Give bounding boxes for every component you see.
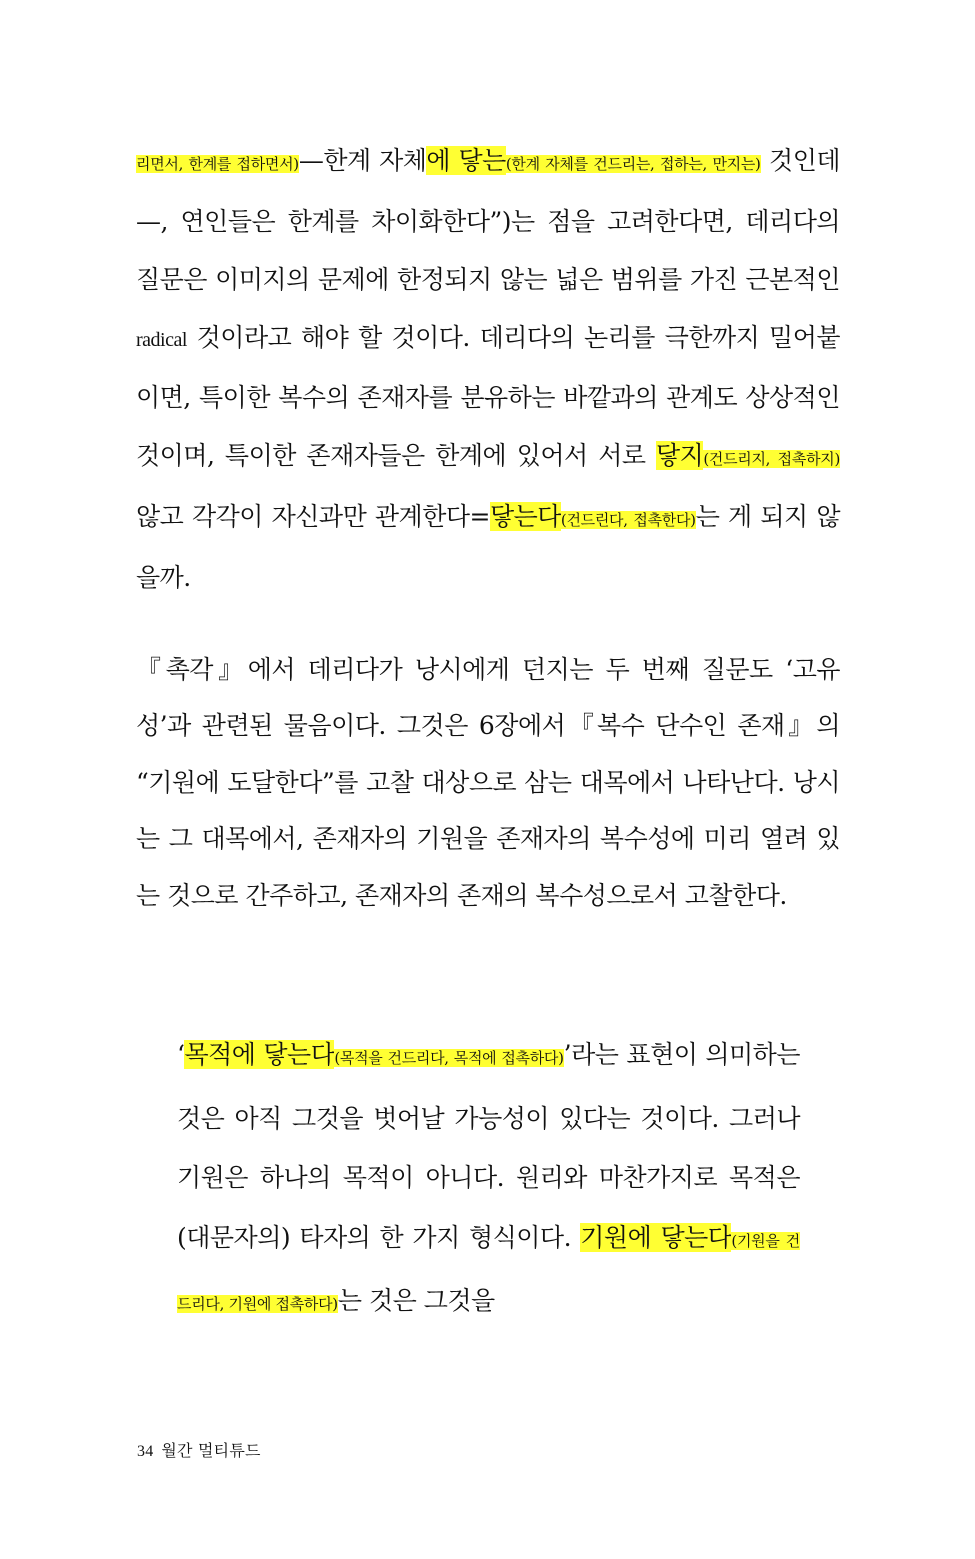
highlight-gloss: (건드린다, 접촉한다) (560, 511, 696, 529)
highlight-term: 닿는다 (489, 502, 561, 531)
body-text: ’라는 표현이 의미하는 것은 아직 그것을 벗어날 가능성이 있다는 것이다. 그러나 기원은 하나의 목적이 아니다. 원리와 마찬가지로 목적은(대문자의) 타자의 한 가지 형식이다. (177, 1040, 800, 1252)
highlight-gloss: (건드리지, 접촉하지) (703, 450, 840, 468)
highlight-term: 기원에 닿는다 (580, 1222, 732, 1252)
highlight-term: 목적에 닿는다 (184, 1040, 335, 1069)
highlight-gloss: (한계 자체를 건드리는, 접하는, 만지는) (505, 155, 761, 173)
block-quote (177, 1025, 800, 1335)
body-text: 는 게 되지 않을까. (136, 502, 840, 592)
latin-term: radical (136, 329, 187, 351)
page-number: 34 (137, 1443, 154, 1460)
body-text: ‘ (177, 1040, 185, 1069)
paragraph-1 (136, 132, 840, 607)
highlight-gloss: 리면서, 한계를 접하면서) (136, 155, 299, 173)
page-footer (137, 1438, 261, 1461)
body-text: 것인데 —, 연인들은 한계를 차이화한다”)는 점을 고려한다면, 데리다의 질문은 이미지의 문제에 한정되지 않는 넓은 범위를 가진 근본적인 (136, 146, 840, 294)
body-text: 것이라고 해야 할 것이다. 데리다의 논리를 극한까지 밀어붙이면, 특이한 복수의 존재자를 분유하는 바깥과의 관계도 상상적인 것이며, 특이한 존재자들은 한계에 있어서 서로 (136, 323, 840, 470)
highlight-term: 에 닿는 (426, 146, 506, 175)
paragraph-2: 『촉각』에서 데리다가 낭시에게 던지는 두 번째 질문도 ‘고유성’과 관련된 물음이다. 그것은 6장에서『복수 단수인 존재』의 “기원에 도달한다”를 고찰 대상으로 삼는 대목에서 나타난다. 낭시는 그 대목에서, 존재자의 기원을 존재자의 복수성에 미리 열려 있는 것으로 간주하고, 존재자의 존재의 복수성으로서 고찰한다. (136, 655, 840, 910)
publication-title: 월간 멀티튜드 (161, 1441, 261, 1460)
highlight-gloss: (목적을 건드리다, 목적에 접촉하다) (334, 1049, 564, 1067)
highlight-term: 닿지 (656, 441, 704, 470)
body-text: —한계 자체 (298, 146, 427, 175)
body-text: 않고 각각이 자신과만 관계한다= (136, 502, 490, 531)
highlight-gloss: (기원을 건드리다, 기원에 접촉하다) (177, 1231, 800, 1313)
body-text: 는 것은 그것을 (337, 1286, 495, 1315)
